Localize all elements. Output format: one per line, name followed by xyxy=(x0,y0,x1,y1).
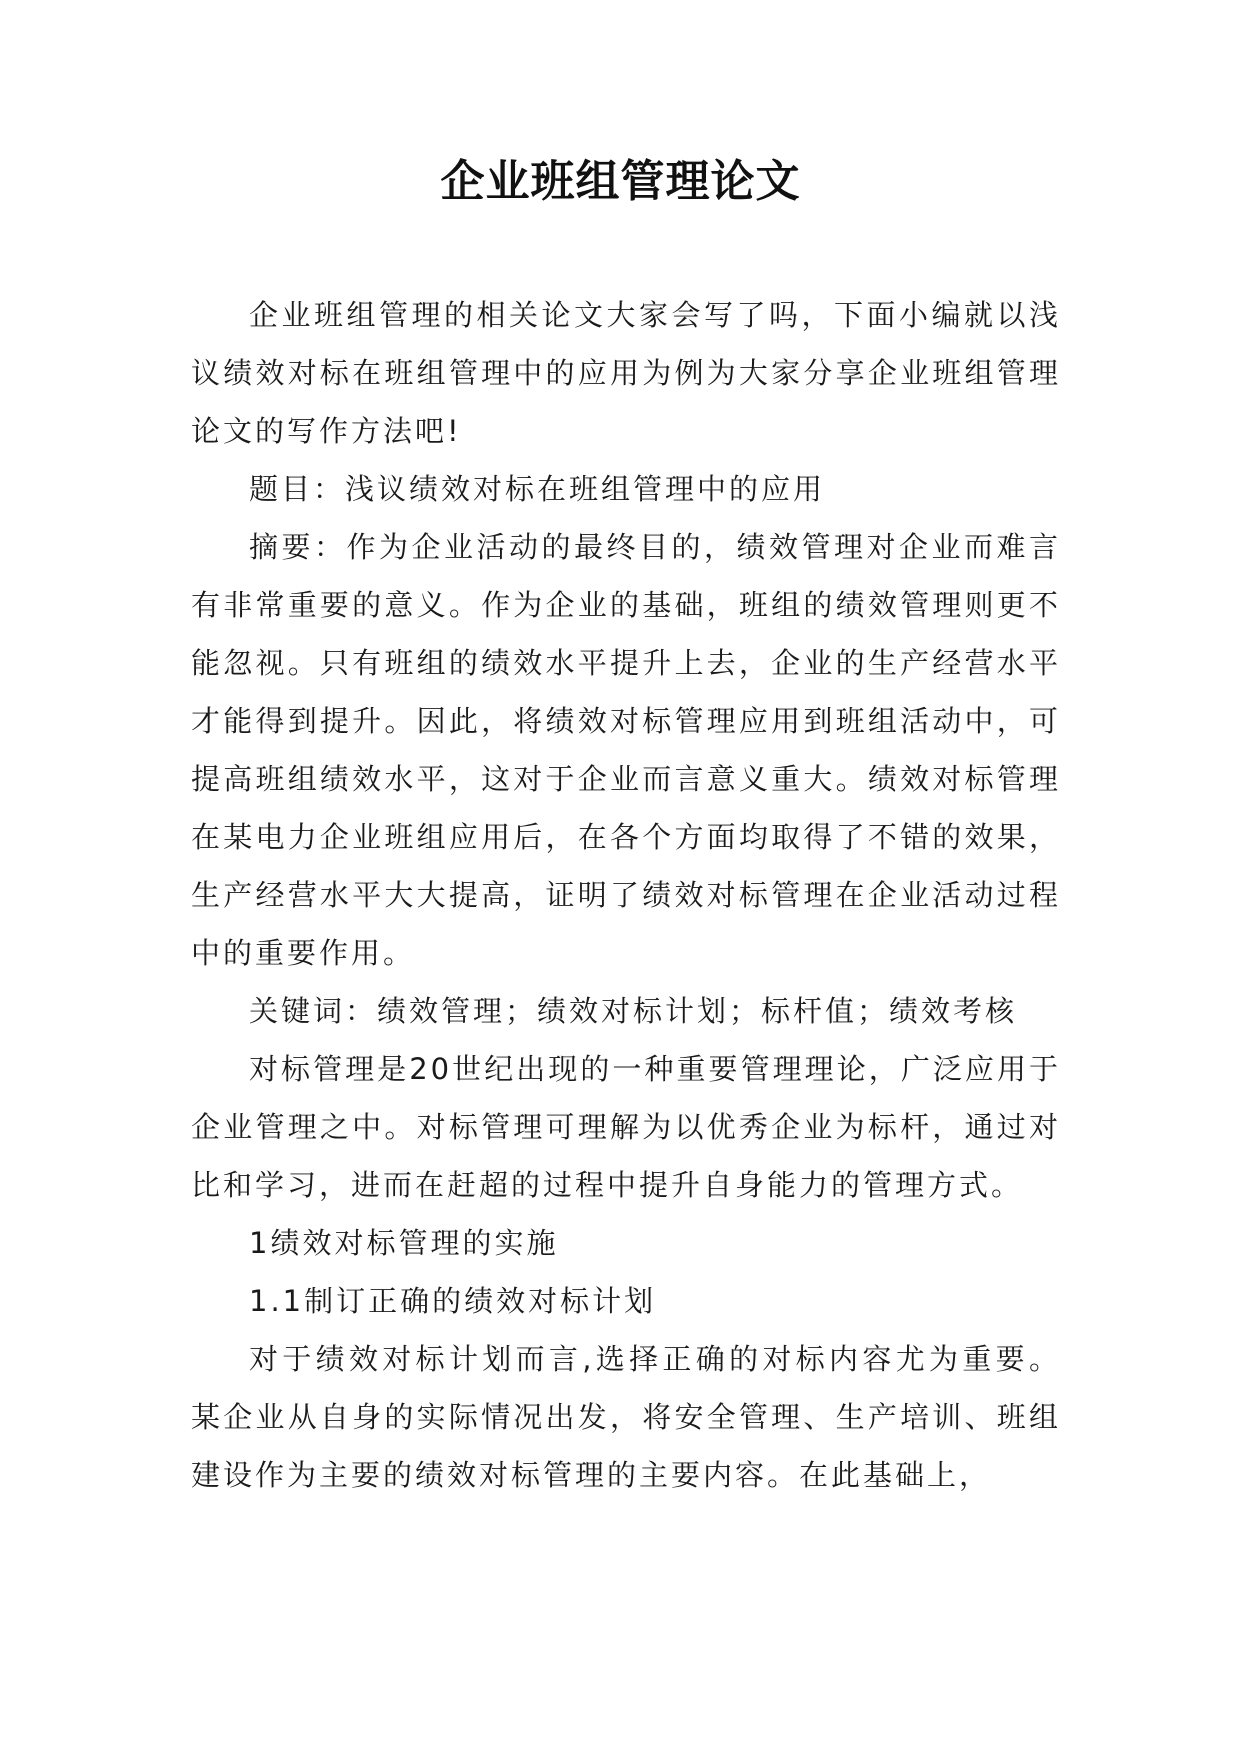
paragraph-intro: 企业班组管理的相关论文大家会写了吗，下面小编就以浅议绩效对标在班组管理中的应用为例为大家分享企业班组管理论文的写作方法吧! xyxy=(191,298,1061,448)
document-body xyxy=(191,286,1061,1504)
paragraph-topic: 题目：浅议绩效对标在班组管理中的应用 xyxy=(249,472,826,506)
paragraph-abstract: 摘要：作为企业活动的最终目的，绩效管理对企业而难言有非常重要的意义。作为企业的基础，班组的绩效管理则更不能忽视。只有班组的绩效水平提升上去，企业的生产经营水平才能得到提升。因此，将绩效对标管理应用到班组活动中，可提高班组绩效水平，这对于企业而言意义重大。绩效对标管理在某电力企业班组应用后，在各个方面均取得了不错的效果，生产经营水平大大提高，证明了绩效对标管理在企业活动过程中的重要作用。 xyxy=(191,530,1061,970)
section-heading-1-1: 1.1制订正确的绩效对标计划 xyxy=(249,1284,657,1318)
paragraph-plan: 对于绩效对标计划而言,选择正确的对标内容尤为重要。某企业从自身的实际情况出发，将安全管理、生产培训、班组建设作为主要的绩效对标管理的主要内容。在此基础上， xyxy=(191,1342,1061,1492)
paragraph-keywords: 关键词：绩效管理；绩效对标计划；标杆值；绩效考核 xyxy=(249,994,1018,1028)
document-title: 企业班组管理论文 xyxy=(440,156,801,207)
section-heading-1: 1绩效对标管理的实施 xyxy=(249,1226,559,1260)
paragraph-benchmarking-intro: 对标管理是20世纪出现的一种重要管理理论，广泛应用于企业管理之中。对标管理可理解为以优秀企业为标杆，通过对比和学习，进而在赶超的过程中提升自身能力的管理方式。 xyxy=(191,1052,1061,1202)
